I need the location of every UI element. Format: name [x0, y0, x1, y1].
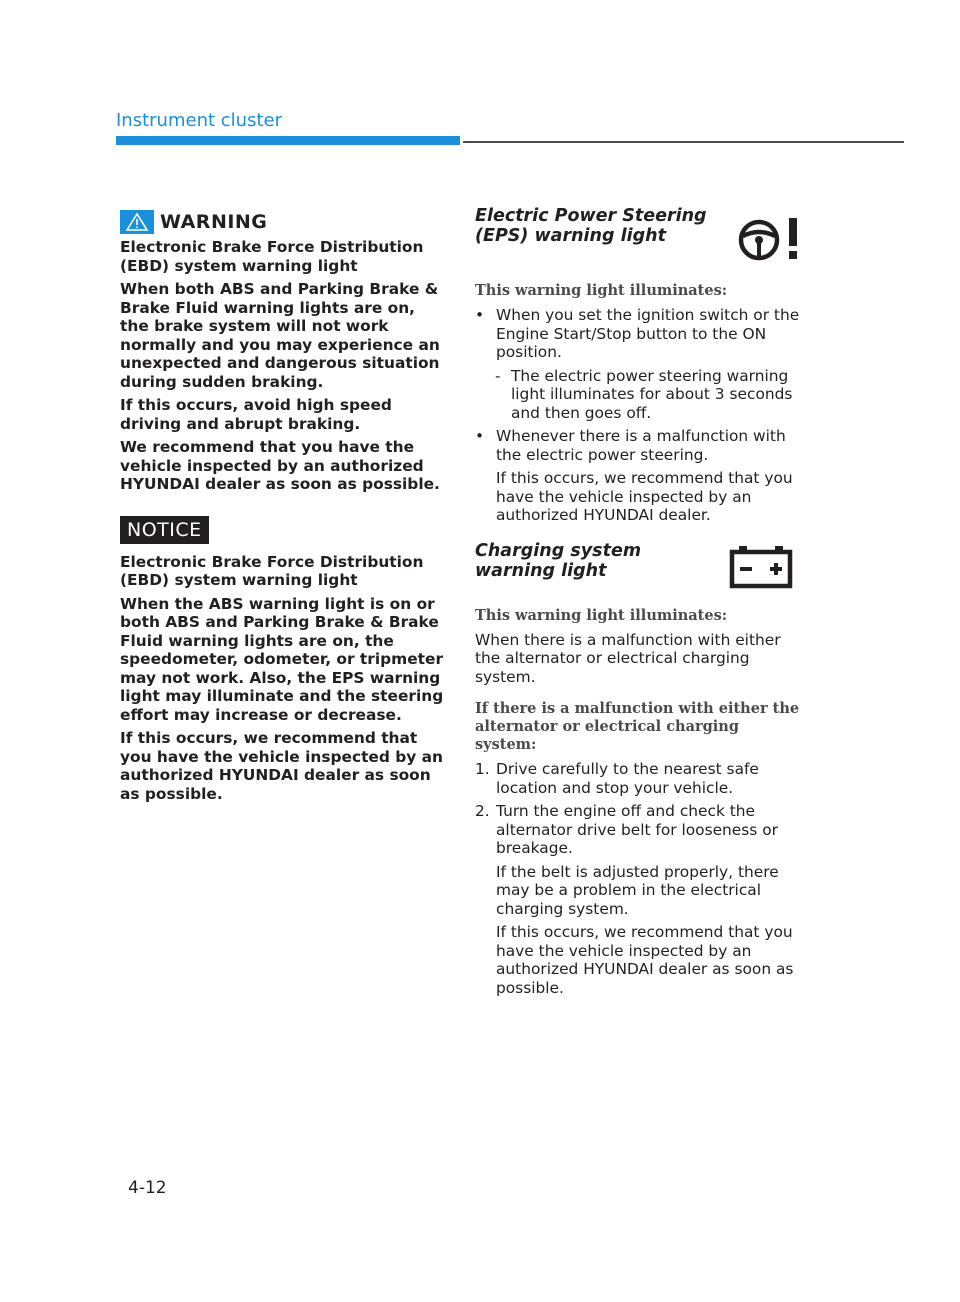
warning-paragraph: We recommend that you have the vehicle inspected by an authorized HYUNDAI dealer as soon as possible. — [120, 438, 440, 493]
page-number: 4-12 — [128, 1178, 167, 1198]
notice-label: NOTICE — [120, 516, 209, 544]
step-number: 1. — [475, 760, 490, 778]
eps-title: Electric Power Steering (EPS) warning light — [475, 206, 707, 246]
charging-intro: This warning light illuminates: — [475, 606, 728, 624]
charging-step-2-note-1: If the belt is adjusted properly, there may be a problem in the electrical charging system. — [496, 862, 779, 918]
section-title: Instrument cluster — [116, 110, 282, 131]
header-rule-gray — [463, 141, 904, 143]
left-column — [120, 210, 445, 808]
header-rule-blue — [116, 136, 460, 145]
step-number: 2. — [475, 802, 490, 820]
charging-body: When there is a malfunction with either the alternator or electrical charging system. — [475, 630, 781, 686]
charging-heading — [475, 541, 805, 593]
steering-warning-icon — [737, 214, 805, 266]
charging-step-2: Turn the engine off and check the alternator drive belt for looseness or breakage. — [496, 802, 778, 857]
battery-icon — [729, 545, 793, 593]
right-column — [475, 206, 805, 1002]
list-item: - The electric power steering warning light illuminates for about 3 seconds and then goes off. — [475, 367, 805, 423]
list-item — [475, 760, 805, 797]
notice-paragraph: If this occurs, we recommend that you have the vehicle inspected by an authorized HYUNDAI dealer as soon as possible. — [120, 729, 443, 803]
warning-paragraph: If this occurs, avoid high speed driving and abrupt braking. — [120, 396, 392, 433]
charging-title: Charging system warning light — [475, 540, 642, 581]
eps-bullet-2-note: If this occurs, we recommend that you have the vehicle inspected by an authorized HYUNDAI dealer. — [496, 469, 793, 524]
eps-bullet-2: Whenever there is a malfunction with the electric power steering. — [496, 427, 786, 464]
warning-paragraph: Electronic Brake Force Distribution (EBD) system warning light — [120, 238, 424, 275]
list-item — [475, 802, 805, 858]
eps-bullet-1: When you set the ignition switch or the Engine Start/Stop button to the ON position. — [496, 306, 800, 361]
eps-heading — [475, 206, 805, 266]
list-item: • Whenever there is a malfunction with the electric power steering. — [475, 427, 805, 464]
warning-triangle-icon — [120, 210, 154, 234]
warning-paragraph: When both ABS and Parking Brake & Brake Fluid warning lights are on, the brake system will not work normally and you may experience an unexpected and dangerous situation during sudden braking. — [120, 280, 440, 391]
charging-step-2-note-2: If this occurs, we recommend that you have the vehicle inspected by an authorized HYUNDAI dealer as soon as possible. — [496, 923, 794, 997]
warning-label: WARNING — [160, 211, 268, 233]
eps-sub-1: The electric power steering warning light illuminates for about 3 seconds and then goes off. — [511, 366, 793, 422]
warning-heading — [120, 210, 445, 234]
eps-intro: This warning light illuminates: — [475, 282, 728, 299]
list-item: • When you set the ignition switch or the Engine Start/Stop button to the ON position. — [475, 306, 805, 362]
charging-step-1: Drive carefully to the nearest safe location and stop your vehicle. — [496, 760, 759, 797]
notice-paragraph: When the ABS warning light is on or both ABS and Parking Brake & Brake Fluid warning lights are on, the speedometer, odometer, or tripmeter may not work. Also, the EPS warning light may illuminate and the steering effort may increase or decrease. — [120, 594, 444, 724]
charging-intro-2: If there is a malfunction with either the alternator or electrical charging system: — [475, 700, 800, 753]
notice-paragraph: Electronic Brake Force Distribution (EBD) system warning light — [120, 552, 424, 589]
